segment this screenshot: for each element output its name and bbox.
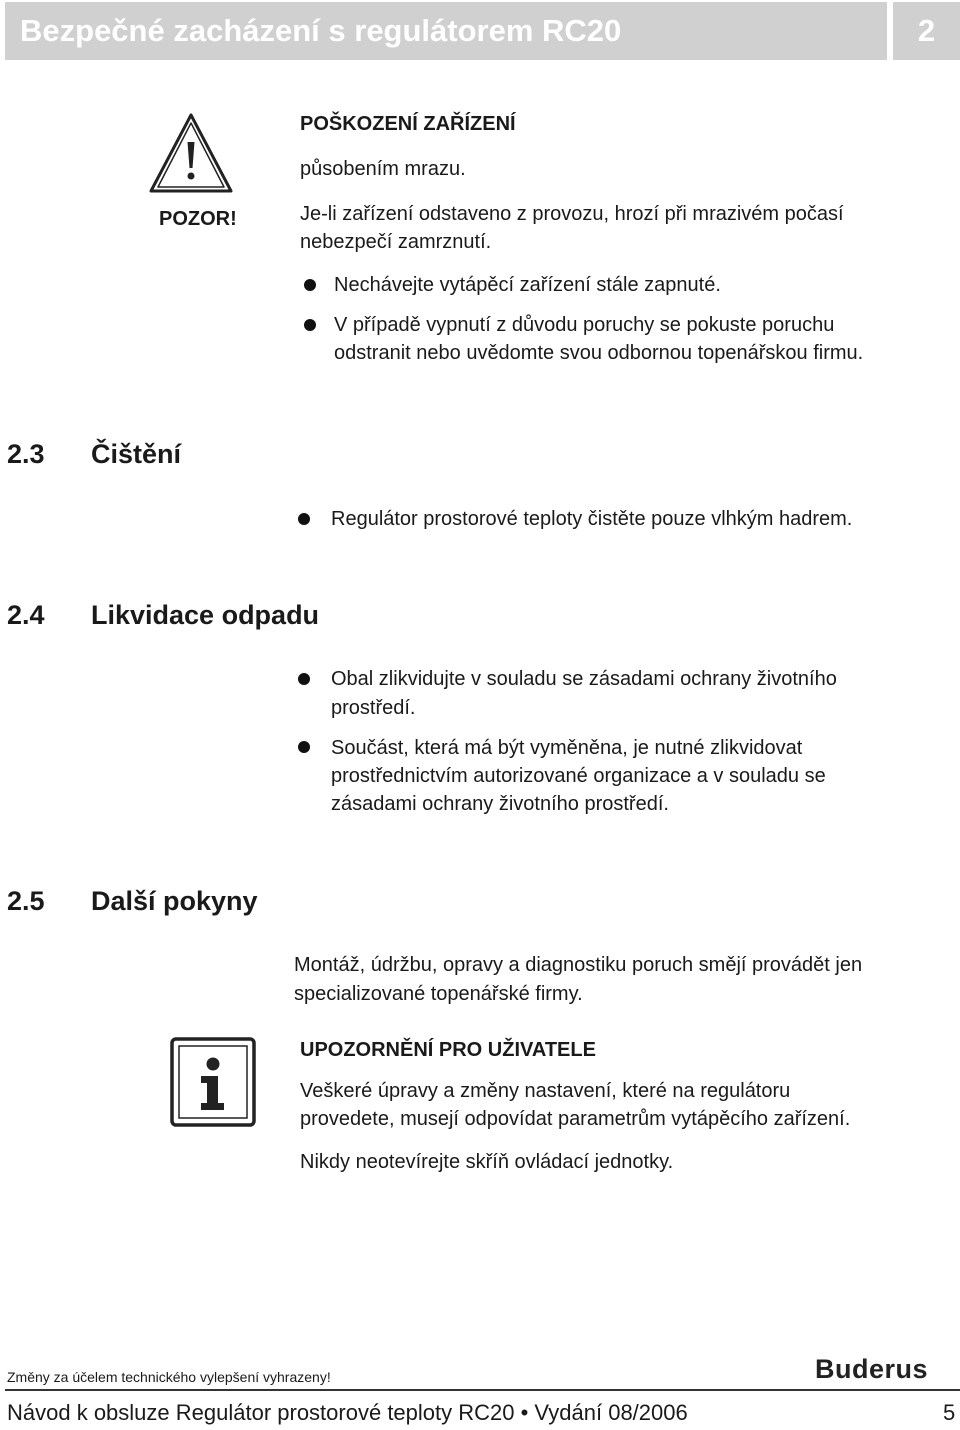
user-notice-text-line: provedete, musejí odpovídat parametrům vytápěcího zařízení.	[300, 1108, 851, 1130]
caution-text-line: nebezpečí zamrznutí.	[300, 231, 492, 253]
caution-bullet-text: Nechávejte vytápěcí zařízení stále zapnuté.	[334, 274, 721, 296]
disposal-bullet-text: prostředí.	[331, 697, 416, 719]
page-header-title: Bezpečné zacházení s regulátorem RC20	[20, 13, 622, 48]
footer-document-line: Návod k obsluze Regulátor prostorové teploty RC20 • Vydání 08/2006	[7, 1400, 688, 1425]
caution-text-line: Je-li zařízení odstaveno z provozu, hrozí při mrazivém počasí	[300, 203, 844, 225]
info-icon	[170, 1037, 256, 1127]
user-notice-text-line: Veškeré úpravy a změny nastavení, které na regulátoru	[300, 1080, 791, 1102]
cleaning-bullet-text: Regulátor prostorové teploty čistěte pouze vlhkým hadrem.	[331, 508, 853, 530]
brand-logo: Buderus	[815, 1354, 929, 1384]
caution-heading: POŠKOZENÍ ZAŘÍZENÍ	[300, 113, 516, 135]
warning-triangle-icon	[148, 112, 234, 194]
other-text-line: Montáž, údržbu, opravy a diagnostiku poruch smějí provádět jen	[294, 954, 863, 976]
bullet-dot	[298, 673, 310, 685]
user-notice-heading: UPOZORNĚNÍ PRO UŽIVATELE	[300, 1039, 596, 1061]
section-heading-other	[7, 884, 258, 918]
other-text-line: specializované topenářské firmy.	[294, 983, 583, 1005]
chapter-number: 2	[893, 2, 960, 60]
caution-bullet-text: V případě vypnutí z důvodu poruchy se pokuste poruchu	[334, 314, 835, 336]
footer-divider	[5, 1389, 960, 1391]
disposal-bullet-text: prostřednictvím autorizované organizace a v souladu se	[331, 765, 826, 787]
section-number: 2.3	[7, 439, 45, 469]
caution-label: POZOR!	[159, 208, 237, 230]
section-heading-disposal	[7, 598, 319, 632]
section-title: Další pokyny	[91, 886, 258, 916]
caution-bullet-text: odstranit nebo uvědomte svou odbornou topenářskou firmu.	[334, 342, 864, 364]
page-number: 5	[943, 1400, 956, 1425]
bullet-dot	[298, 741, 310, 753]
caution-subheading: působením mrazu.	[300, 158, 466, 180]
disposal-bullet-text: zásadami ochrany životního prostředí.	[331, 793, 669, 815]
bullet-dot	[304, 279, 316, 291]
user-notice-text: Nikdy neotevírejte skříň ovládací jednotky.	[300, 1151, 674, 1173]
bullet-dot	[304, 319, 316, 331]
disposal-bullet-text: Obal zlikvidujte v souladu se zásadami ochrany životního	[331, 668, 837, 690]
section-title: Likvidace odpadu	[91, 600, 320, 630]
section-heading-cleaning	[7, 437, 181, 471]
footer-note: Změny za účelem technického vylepšení vyhrazeny!	[7, 1369, 331, 1385]
bullet-dot	[298, 513, 310, 525]
section-title: Čištění	[91, 439, 182, 469]
disposal-bullet-text: Součást, která má být vyměněna, je nutné zlikvidovat	[331, 737, 803, 759]
section-number: 2.5	[7, 886, 45, 916]
section-number: 2.4	[7, 600, 45, 630]
